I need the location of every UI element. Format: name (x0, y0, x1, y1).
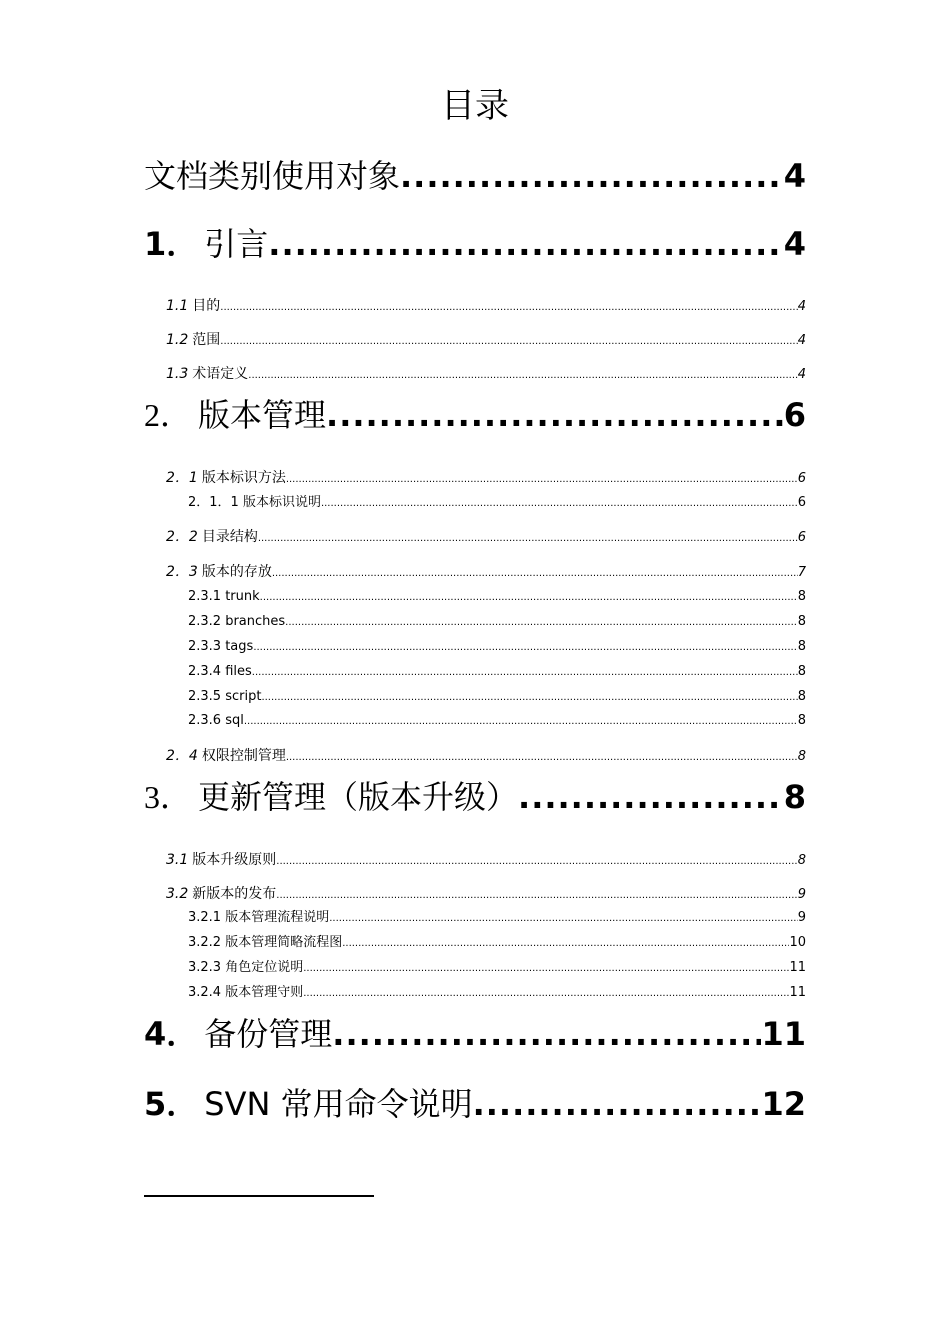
toc-entry-files[interactable] (188, 663, 806, 682)
toc-entry-purpose[interactable] (166, 296, 806, 318)
toc-page-number: 7 (797, 565, 806, 580)
toc-entry-permission-control[interactable] (166, 746, 806, 768)
toc-page-number: 8 (797, 713, 806, 728)
toc-dot-leader (252, 664, 798, 682)
toc-dot-leader (286, 470, 798, 490)
toc-entry-label: 3.2.1 版本管理流程说明 (188, 910, 330, 925)
toc-entry-upgrade-principles[interactable] (166, 850, 806, 872)
toc-page-number: 11 (789, 985, 806, 1000)
toc-page-number: 4 (797, 299, 806, 314)
toc-entry-label: 版本标识方法 (201, 470, 286, 486)
toc-entry-directory-structure[interactable] (166, 527, 806, 549)
toc-page-number: 4 (783, 157, 806, 195)
toc-entry-label: 范围 (192, 332, 221, 348)
toc-dot-leader (332, 1012, 761, 1056)
toc-dot-leader (220, 298, 797, 318)
toc-entry-number: 5． (144, 1085, 199, 1123)
toc-entry-document-audience[interactable] (144, 154, 806, 198)
toc-dot-leader (261, 689, 797, 707)
toc-entry-version-management[interactable] (144, 393, 806, 437)
toc-entry-label: 版本的存放 (201, 564, 272, 580)
toc-dot-leader (276, 852, 797, 872)
toc-entry-new-release[interactable] (166, 884, 806, 906)
toc-entry-scope[interactable] (166, 330, 806, 352)
toc-page-number: 9 (797, 910, 806, 925)
toc-entry-version-identification-desc[interactable] (188, 494, 806, 513)
toc-page-number: 8 (797, 639, 806, 654)
toc-dot-leader (329, 910, 798, 928)
toc-dot-leader (258, 529, 798, 549)
toc-entry-label: 目的 (192, 298, 221, 314)
toc-entry-label: 3.2.4 版本管理守则 (188, 985, 304, 1000)
toc-page-number: 6 (797, 471, 806, 486)
toc-entry-number: 3． (144, 779, 193, 815)
toc-dot-leader (321, 495, 798, 513)
toc-entry-label: 引言 (204, 225, 269, 263)
toc-page-number: 6 (797, 530, 806, 545)
toc-page-number: 8 (797, 664, 806, 679)
toc-entry-process-diagram[interactable] (188, 934, 806, 953)
toc-page-number: 9 (797, 887, 806, 902)
toc-entry-label: 2.3.2 branches (188, 614, 286, 629)
toc-entry-label: 更新管理（版本升级） (198, 778, 519, 816)
toc-entry-label: 3.2.3 角色定位说明 (188, 960, 304, 975)
toc-entry-number: 4． (144, 1015, 199, 1053)
footnote-separator-line (144, 1195, 374, 1197)
toc-entry-label: 文档类别使用对象 (144, 157, 401, 195)
toc-entry-number: 1． (144, 225, 199, 263)
toc-dot-leader (253, 639, 797, 657)
toc-page-number: 8 (797, 853, 806, 868)
toc-entry-label: 版本管理 (198, 396, 327, 434)
toc-entry-label: 备份管理 (204, 1015, 333, 1053)
toc-page-number: 10 (789, 935, 806, 950)
toc-entry-tags[interactable] (188, 638, 806, 657)
toc-dot-leader (272, 564, 798, 584)
toc-page-number: 6 (783, 396, 806, 434)
toc-entry-branches[interactable] (188, 613, 806, 632)
toc-entry-label: 2.3.3 tags (188, 639, 254, 654)
toc-entry-backup-management[interactable] (144, 1012, 806, 1056)
toc-entry-label: 目录结构 (201, 529, 258, 545)
toc-entry-version-storage[interactable] (166, 562, 806, 584)
toc-entry-label: 3.2.2 版本管理简略流程图 (188, 935, 343, 950)
toc-dot-leader (326, 393, 784, 437)
toc-page-number: 8 (783, 778, 806, 816)
toc-entry-sql[interactable] (188, 712, 806, 731)
toc-entry-number: 3.2 (166, 886, 189, 902)
toc-dot-leader (285, 614, 798, 632)
toc-dot-leader (303, 985, 789, 1003)
toc-page-number: 6 (797, 495, 806, 510)
toc-entry-process-description[interactable] (188, 909, 806, 928)
toc-entry-number: 3.1 (166, 852, 189, 868)
toc-entry-trunk[interactable] (188, 588, 806, 607)
toc-entry-number: 2．3 (166, 564, 198, 580)
toc-entry-number: 1.2 (166, 332, 189, 348)
toc-entry-number: 1.1 (166, 298, 189, 314)
toc-dot-leader (303, 960, 789, 978)
toc-page-number: 11 (789, 960, 806, 975)
toc-entry-label: 版本升级原则 (192, 852, 277, 868)
toc-dot-leader (268, 222, 783, 266)
toc-entry-number: 2．2 (166, 529, 198, 545)
toc-entry-management-rules[interactable] (188, 984, 806, 1003)
toc-entry-label: 2．1．1 版本标识说明 (188, 495, 321, 510)
toc-entry-label: 2.3.4 files (188, 664, 252, 679)
toc-entry-update-management[interactable] (144, 775, 806, 819)
toc-dot-leader (260, 589, 798, 607)
toc-dot-leader (400, 154, 784, 198)
toc-entry-introduction[interactable] (144, 222, 806, 266)
toc-dot-leader (286, 748, 798, 768)
toc-entry-version-identification[interactable] (166, 468, 806, 490)
toc-dot-leader (276, 886, 797, 906)
toc-entry-label: 2.3.1 trunk (188, 589, 260, 604)
toc-dot-leader (220, 332, 797, 352)
toc-entry-label: 新版本的发布 (192, 886, 277, 902)
toc-page-number: 4 (797, 367, 806, 382)
page-title: 目录 (441, 86, 509, 126)
toc-entry-label: SVN 常用命令说明 (204, 1085, 473, 1123)
toc-entry-svn-commands[interactable] (144, 1082, 806, 1126)
toc-entry-label: 术语定义 (192, 366, 249, 382)
toc-dot-leader (518, 775, 784, 819)
toc-entry-label: 2.3.6 sql (188, 713, 244, 728)
toc-entry-label: 2.3.5 script (188, 689, 262, 704)
toc-page-number: 4 (797, 333, 806, 348)
toc-entry-label: 权限控制管理 (201, 748, 286, 764)
toc-page-number: 12 (761, 1085, 806, 1123)
toc-page-number: 8 (797, 749, 806, 764)
toc-entry-number: 2．4 (166, 748, 198, 764)
toc-entry-number: 2．1 (166, 470, 198, 486)
toc-dot-leader (244, 713, 798, 731)
toc-page-number: 8 (797, 614, 806, 629)
toc-entry-number: 1.3 (166, 366, 189, 382)
toc-page-number: 8 (797, 589, 806, 604)
toc-entry-terms[interactable] (166, 364, 806, 386)
toc-page-number: 11 (761, 1015, 806, 1053)
toc-dot-leader (342, 935, 789, 953)
toc-entry-number: 2． (144, 397, 193, 433)
toc-entry-script[interactable] (188, 688, 806, 707)
toc-page-number: 8 (797, 689, 806, 704)
toc-entry-role-description[interactable] (188, 959, 806, 978)
toc-page-number: 4 (783, 225, 806, 263)
toc-dot-leader (473, 1082, 762, 1126)
toc-dot-leader (248, 366, 797, 386)
